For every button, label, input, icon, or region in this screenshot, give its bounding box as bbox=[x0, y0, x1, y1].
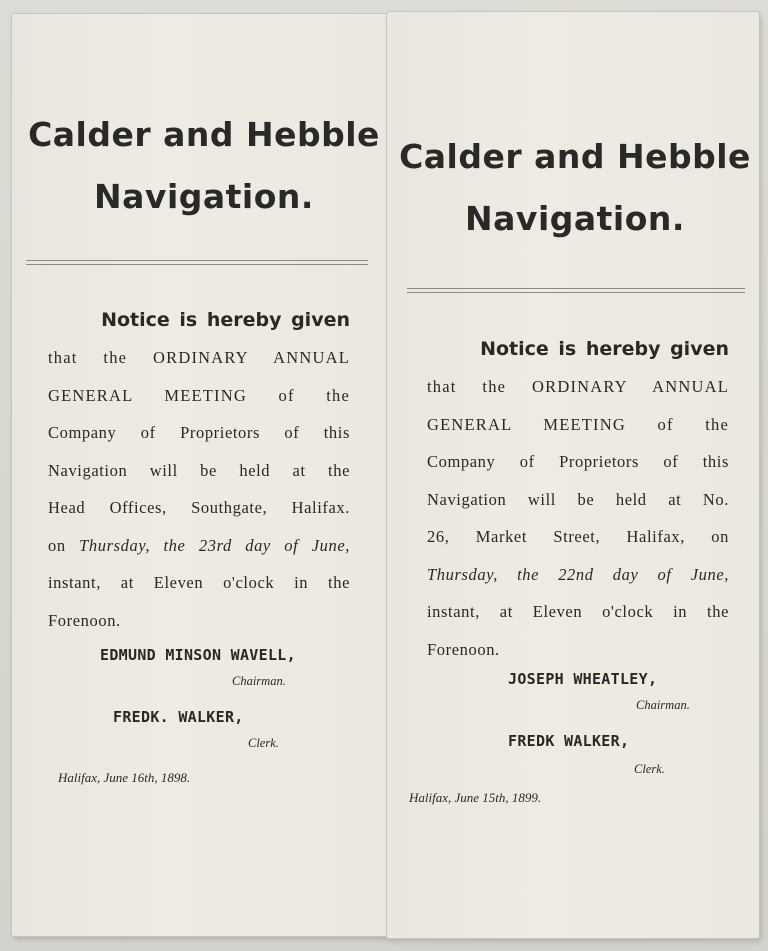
notice-body bbox=[427, 330, 729, 668]
notice-line-1 bbox=[427, 368, 729, 406]
notice-line-3 bbox=[48, 414, 350, 452]
notice-line-6 bbox=[427, 556, 729, 594]
date-line: Halifax, June 15th, 1899. bbox=[409, 790, 542, 805]
notice-line-1 bbox=[48, 339, 350, 377]
title-line-2: Navigation. bbox=[94, 177, 314, 216]
notice-text: instant, at Eleven o'clock in the bbox=[427, 602, 729, 621]
notice-text: on bbox=[48, 535, 80, 555]
notice-line-2 bbox=[427, 406, 729, 444]
title-line-1: Calder and Hebble bbox=[399, 137, 751, 176]
title-rule bbox=[26, 260, 368, 265]
clerk-name: FREDK WALKER, bbox=[508, 732, 630, 750]
notice-text: Thursday, the bbox=[427, 564, 540, 584]
notice-heading: Notice is hereby given bbox=[480, 338, 729, 360]
notice-text: GENERAL MEETING of the bbox=[48, 385, 350, 405]
leaflet-title bbox=[12, 104, 388, 228]
notice-text: GENERAL MEETING of the bbox=[427, 414, 729, 434]
notice-leaflet-1898 bbox=[12, 14, 388, 936]
chairman-role: Chairman. bbox=[636, 698, 690, 712]
notice-text: Thursday, the bbox=[79, 535, 186, 555]
notice-text: instant, at Eleven o'clock in the bbox=[48, 573, 350, 592]
notice-line-3 bbox=[427, 443, 729, 481]
notice-line-8 bbox=[427, 631, 729, 669]
chairman-name: JOSEPH WHEATLEY, bbox=[508, 670, 658, 688]
chairman-name: EDMUND MINSON WAVELL, bbox=[100, 646, 296, 664]
notice-text: day of June, bbox=[612, 564, 729, 584]
notice-line-7 bbox=[427, 593, 729, 631]
notice-text: 23rd bbox=[185, 535, 246, 555]
notice-line-2 bbox=[48, 377, 350, 415]
notice-text: Forenoon. bbox=[48, 610, 121, 630]
notice-text: Head Offices, Southgate, Halifax. bbox=[48, 498, 350, 517]
notice-text: that the ORDINARY ANNUAL bbox=[427, 377, 729, 396]
notice-text: Company of Proprietors of this bbox=[427, 452, 729, 471]
notice-line-5 bbox=[48, 489, 350, 527]
notice-heading: Notice is hereby given bbox=[101, 309, 350, 331]
notice-leaflet-1899 bbox=[387, 12, 759, 938]
notice-body bbox=[48, 301, 350, 639]
title-line-1: Calder and Hebble bbox=[28, 115, 380, 154]
chairman-role: Chairman. bbox=[232, 674, 286, 688]
notice-line-5 bbox=[427, 518, 729, 556]
notice-text: Company of Proprietors of this bbox=[48, 423, 350, 442]
clerk-role: Clerk. bbox=[634, 762, 665, 776]
notice-text: Forenoon. bbox=[427, 639, 500, 659]
notice-text: Navigation will be held at No. bbox=[427, 489, 729, 509]
notice-line-8 bbox=[48, 602, 350, 640]
clerk-name: FREDK. WALKER, bbox=[113, 708, 244, 726]
notice-text: day of June, bbox=[245, 535, 350, 555]
title-line-2: Navigation. bbox=[465, 199, 685, 238]
notice-line-6 bbox=[48, 527, 350, 565]
notice-text: 22nd bbox=[539, 564, 613, 584]
notice-text: 26, Market Street, Halifax, on bbox=[427, 527, 729, 546]
title-rule bbox=[407, 288, 745, 293]
leaflet-title bbox=[387, 126, 759, 250]
notice-line-4 bbox=[48, 452, 350, 490]
notice-text: that the ORDINARY ANNUAL bbox=[48, 348, 350, 367]
clerk-role: Clerk. bbox=[248, 736, 279, 750]
notice-text: Navigation will be held at the bbox=[48, 460, 350, 480]
notice-line-7 bbox=[48, 564, 350, 602]
date-line: Halifax, June 16th, 1898. bbox=[58, 770, 191, 785]
notice-line-4 bbox=[427, 481, 729, 519]
